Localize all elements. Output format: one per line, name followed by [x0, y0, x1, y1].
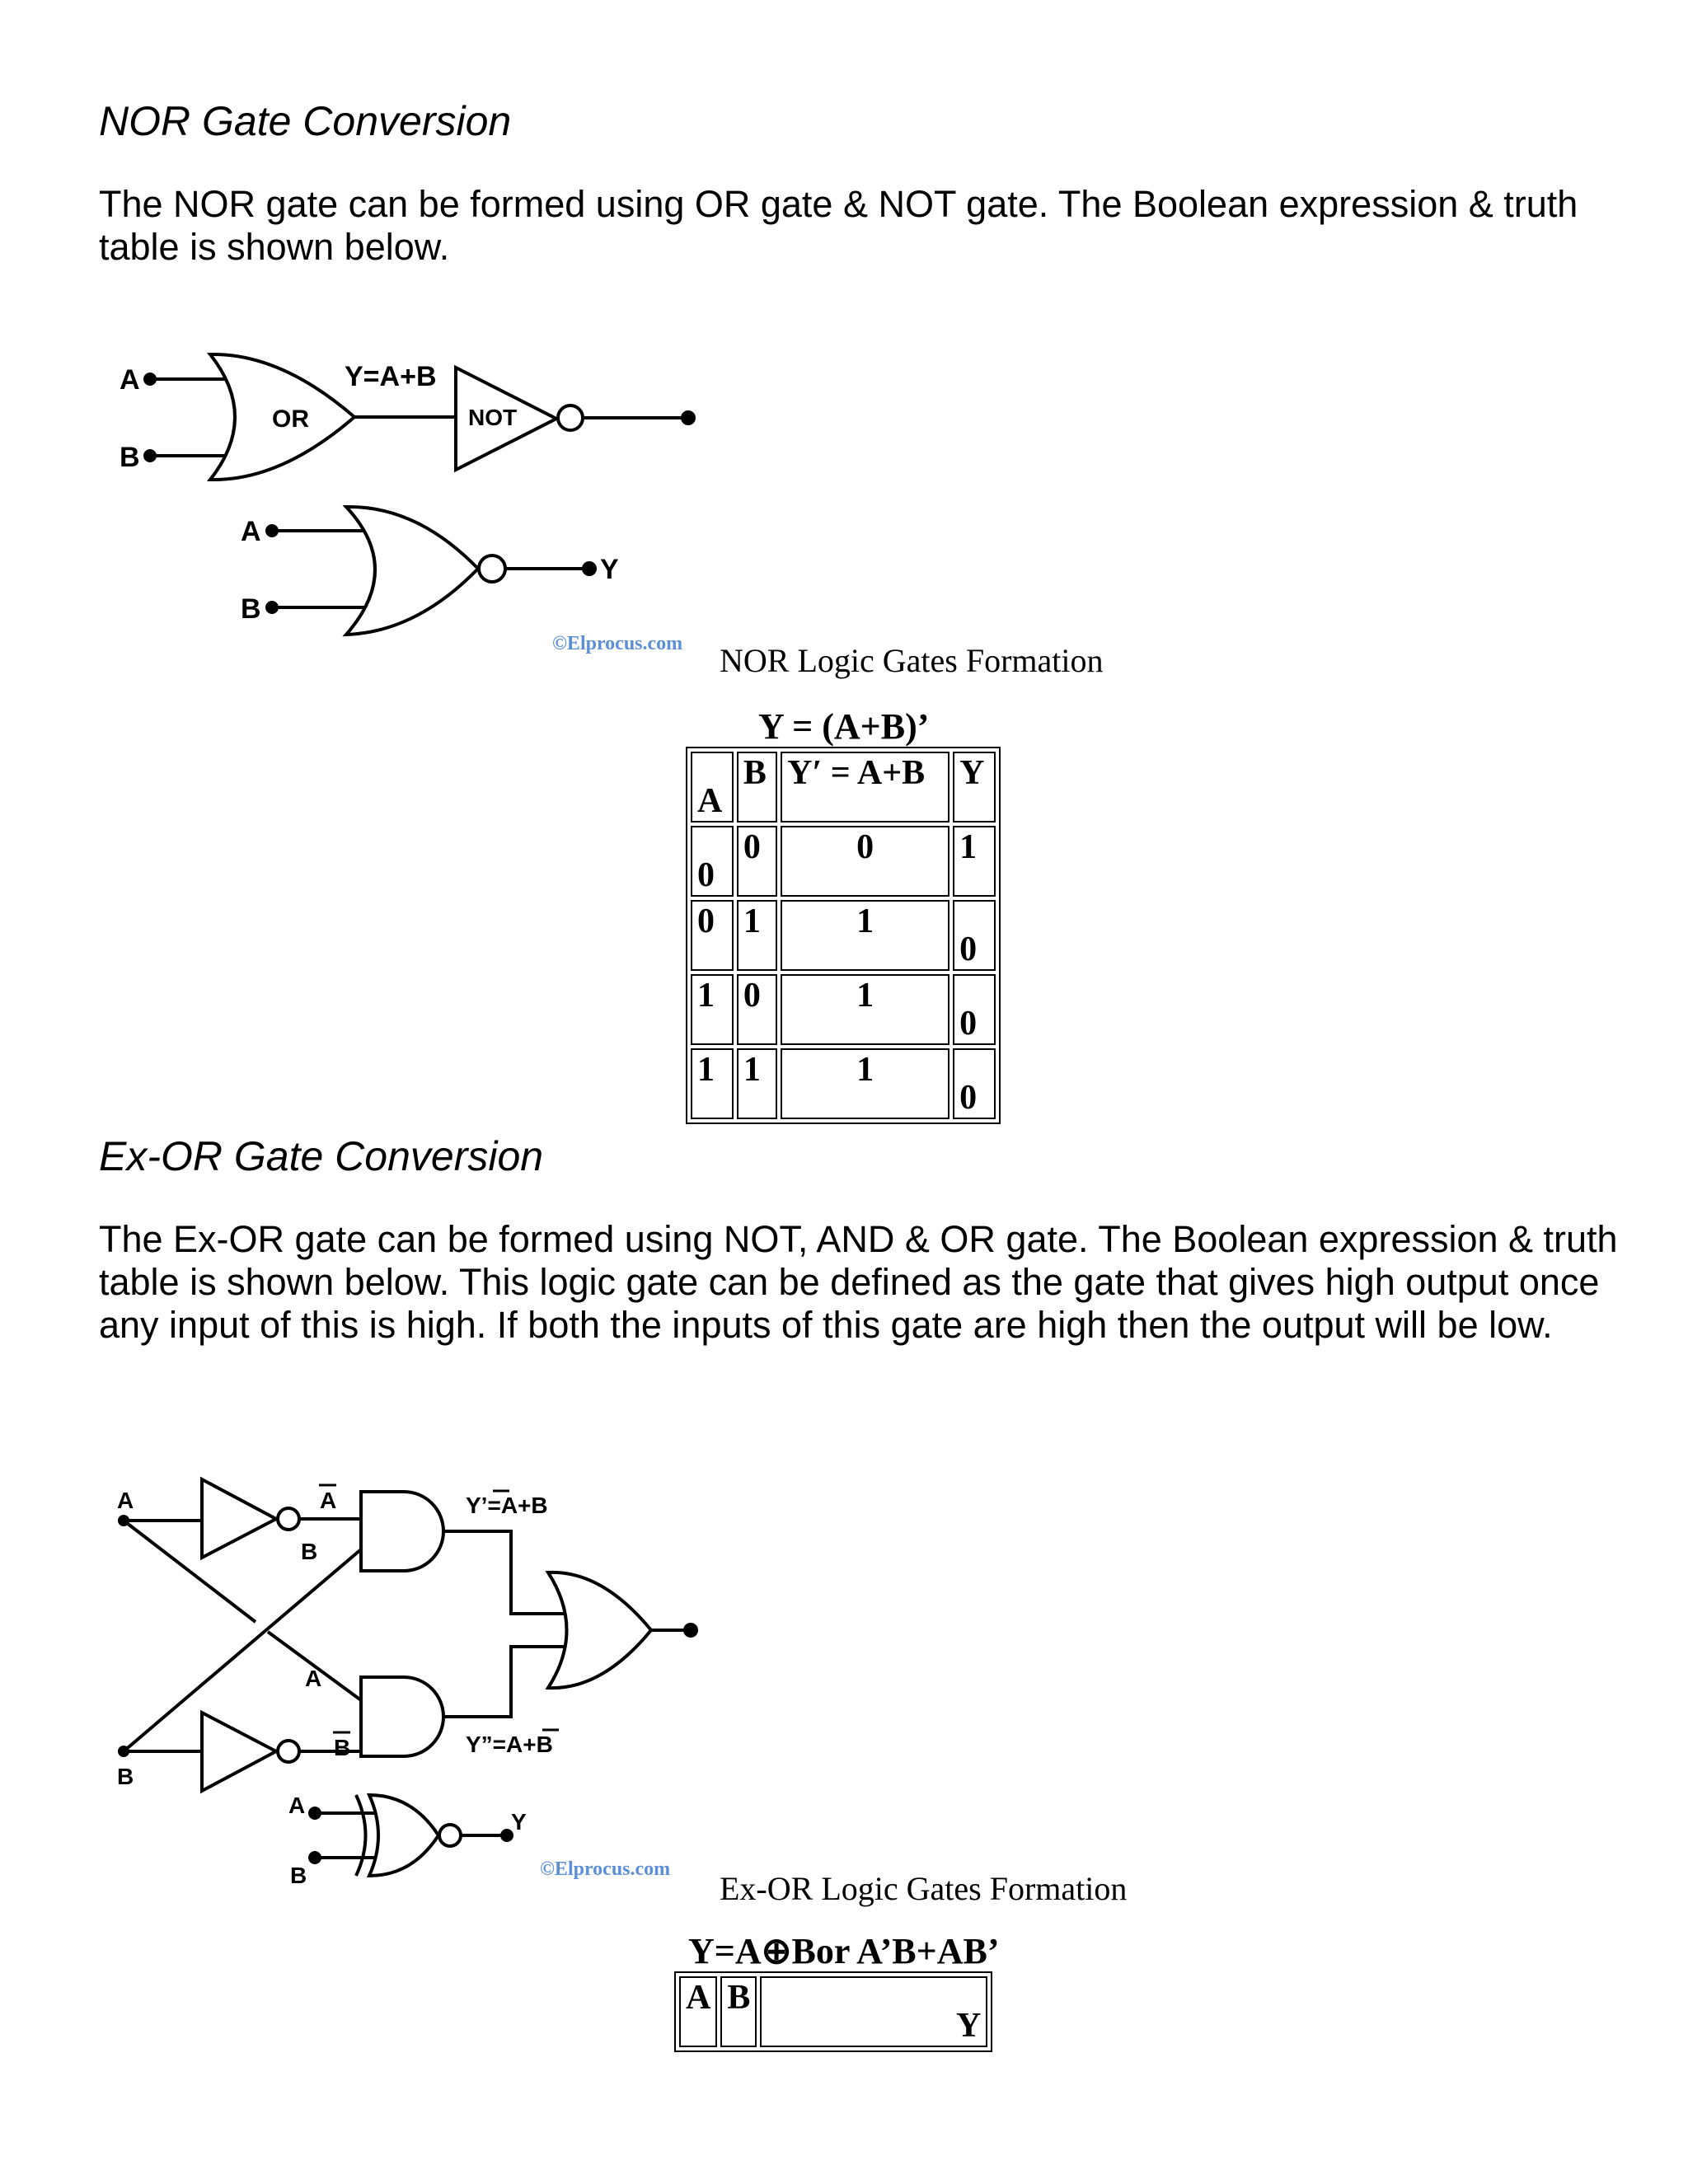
exor-boolean-expression: Y=A⊕Bor A’B+AB’	[688, 1931, 1000, 1971]
table-header-row	[679, 1976, 987, 2047]
exor-diagram-caption: Ex-OR Logic Gates Formation	[720, 1870, 1128, 1907]
table-cell: 0	[953, 1048, 996, 1119]
nor-diagram-input-a2: A	[241, 516, 261, 547]
y1-bar: A	[500, 1493, 518, 1518]
exor-diagram-xor-b: B	[290, 1863, 307, 1888]
table-cell: 1	[953, 826, 996, 897]
nor-gate-diagram	[0, 330, 725, 676]
table-cell: 1	[691, 974, 734, 1045]
y2-prefix: Y”=A+	[466, 1732, 537, 1757]
nor-diagram-watermark: ©Elprocus.com	[552, 633, 683, 654]
table-cell: 0	[737, 974, 777, 1045]
table-cell: 0	[691, 826, 734, 897]
exor-section-heading: Ex-OR Gate Conversion	[99, 1133, 544, 1179]
table-cell: 1	[691, 1048, 734, 1119]
table-header-cell: Y	[953, 752, 996, 823]
table-cell: 0	[781, 826, 950, 897]
exor-diagram-b-top-label: B	[301, 1539, 318, 1564]
table-header-cell: A	[679, 1976, 717, 2047]
table-row	[691, 900, 996, 971]
table-cell: 1	[781, 1048, 950, 1119]
exor-diagram-xor-a: A	[288, 1793, 306, 1818]
table-header-cell: B	[737, 752, 777, 823]
table-cell: 1	[737, 1048, 777, 1119]
nor-boolean-expression: Y = (A+B)’	[758, 706, 930, 747]
exor-diagram-y2-label	[466, 1732, 553, 1757]
exor-diagram-y1-label	[466, 1493, 548, 1518]
nor-diagram-input-b: B	[120, 442, 140, 473]
exor-section-paragraph: The Ex-OR gate can be formed using NOT, AND & OR gate. The Boolean expression & truth table is shown below. This logic gate can be defined as the gate that gives high output once any input of this is high. If both the inputs of this gate are high then the output will be low.	[99, 1218, 1618, 1346]
table-cell: 1	[781, 974, 950, 1045]
exor-diagram-input-a: A	[117, 1488, 134, 1513]
y1-prefix: Y’=	[466, 1493, 501, 1518]
nor-diagram-input-b2: B	[241, 593, 261, 625]
exor-diagram-abar-label: A	[320, 1488, 337, 1513]
y1-suffix: +B	[518, 1493, 548, 1518]
table-header-cell: B	[720, 1976, 757, 2047]
table-row	[691, 826, 996, 897]
table-cell: 0	[737, 826, 777, 897]
nor-diagram-not-label: NOT	[468, 405, 518, 430]
table-header-cell: Y′ = A+B	[781, 752, 950, 823]
nor-diagram-caption: NOR Logic Gates Formation	[720, 642, 1104, 679]
table-header-cell: Y	[760, 1976, 987, 2047]
exor-diagram-xor-y: Y	[511, 1809, 527, 1835]
table-cell: 0	[953, 974, 996, 1045]
table-cell: 1	[737, 900, 777, 971]
table-row	[691, 1048, 996, 1119]
table-cell: 0	[953, 900, 996, 971]
nor-section-heading: NOR Gate Conversion	[99, 98, 512, 144]
exor-diagram-watermark: ©Elprocus.com	[540, 1858, 671, 1880]
nor-truth-table	[686, 747, 1001, 1124]
table-cell: 0	[691, 900, 734, 971]
table-header-row	[691, 752, 996, 823]
nor-section-paragraph: The NOR gate can be formed using OR gate & NOT gate. The Boolean expression & truth table is shown below.	[99, 183, 1578, 268]
nor-diagram-output-label: Y	[600, 554, 619, 585]
exor-gate-diagram	[0, 1467, 725, 1896]
exor-truth-table	[674, 1971, 992, 2052]
exor-diagram-bbar-label: B	[334, 1735, 351, 1760]
table-cell: 1	[781, 900, 950, 971]
nor-diagram-input-a: A	[120, 364, 140, 396]
nor-diagram-intermediate-label: Y=A+B	[345, 361, 437, 392]
nor-diagram-or-label: OR	[272, 405, 309, 433]
table-row	[691, 974, 996, 1045]
exor-diagram-input-b: B	[117, 1764, 134, 1789]
exor-diagram-a-bottom-label: A	[305, 1666, 322, 1691]
table-header-cell: A	[691, 752, 734, 823]
y2-bar: B	[536, 1732, 553, 1757]
